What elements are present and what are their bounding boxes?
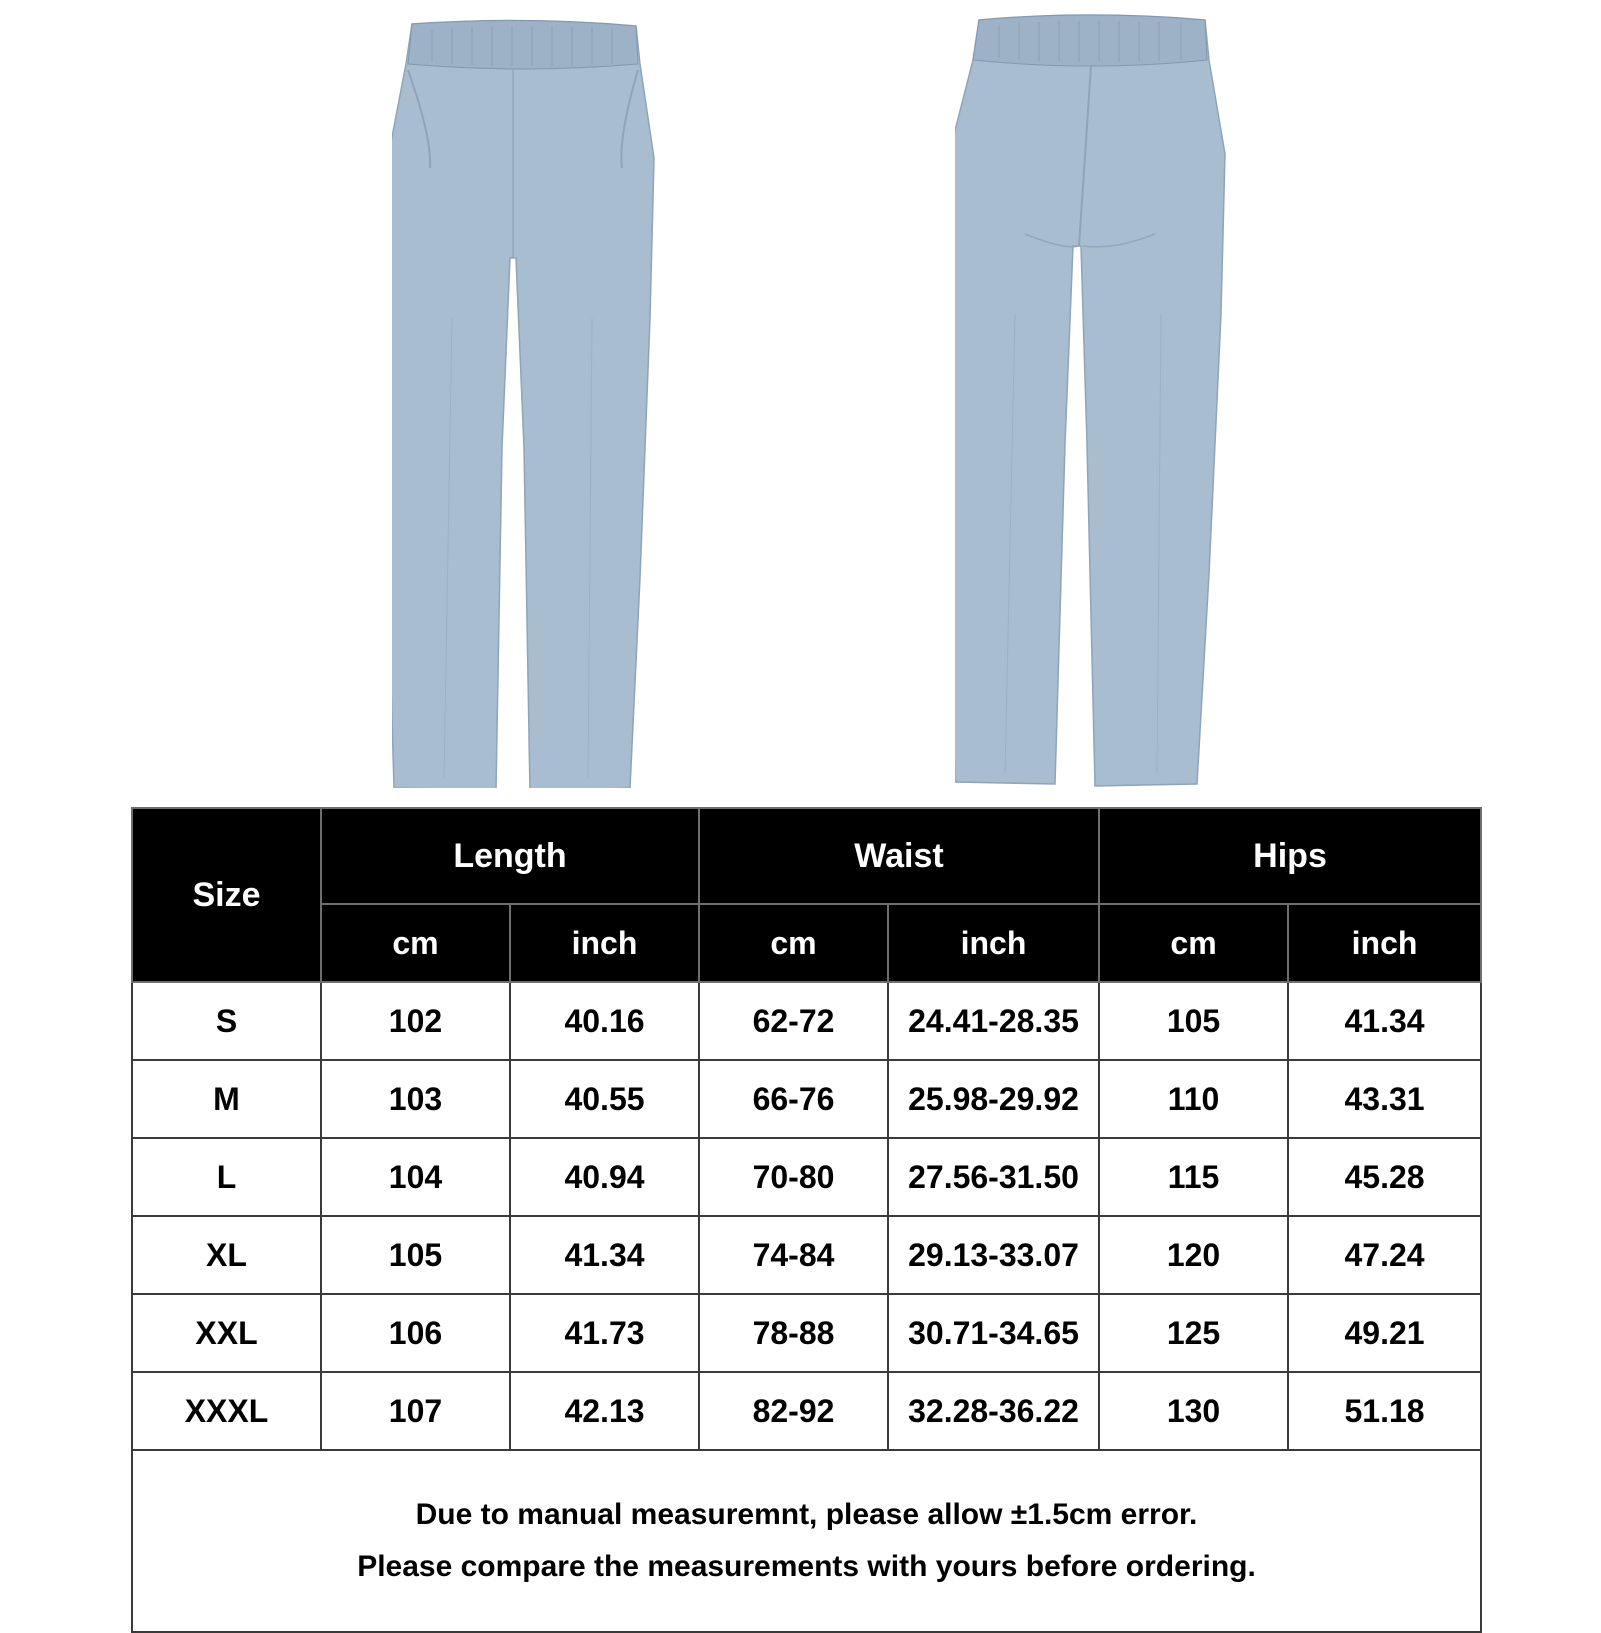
waist-inch-cell: 32.28-36.22 bbox=[888, 1372, 1099, 1450]
note-line-compare: Please compare the measurements with yours before ordering. bbox=[357, 1550, 1256, 1583]
product-photos bbox=[0, 0, 1601, 800]
size-cell: L bbox=[132, 1138, 321, 1216]
pants-back-view bbox=[955, 14, 1227, 790]
length-cm-cell: 103 bbox=[321, 1060, 510, 1138]
hips-cm-header: cm bbox=[1099, 904, 1288, 982]
table-row bbox=[132, 1372, 1481, 1450]
length-cm-header: cm bbox=[321, 904, 510, 982]
waist-inch-cell: 27.56-31.50 bbox=[888, 1138, 1099, 1216]
table-row bbox=[132, 1060, 1481, 1138]
length-cm-cell: 105 bbox=[321, 1216, 510, 1294]
length-inch-cell: 40.94 bbox=[510, 1138, 699, 1216]
length-cm-cell: 102 bbox=[321, 982, 510, 1060]
hips-cm-cell: 130 bbox=[1099, 1372, 1288, 1450]
length-inch-header: inch bbox=[510, 904, 699, 982]
hips-cm-cell: 120 bbox=[1099, 1216, 1288, 1294]
table-row bbox=[132, 1138, 1481, 1216]
length-inch-cell: 41.34 bbox=[510, 1216, 699, 1294]
waist-cm-cell: 74-84 bbox=[699, 1216, 888, 1294]
waist-cm-cell: 66-76 bbox=[699, 1060, 888, 1138]
waist-inch-cell: 24.41-28.35 bbox=[888, 982, 1099, 1060]
length-group-header: Length bbox=[321, 808, 699, 904]
waist-inch-cell: 30.71-34.65 bbox=[888, 1294, 1099, 1372]
note-line-error: Due to manual measuremnt, please allow ±1.5cm error. bbox=[415, 1498, 1198, 1531]
length-inch-cell: 42.13 bbox=[510, 1372, 699, 1450]
length-cm-cell: 106 bbox=[321, 1294, 510, 1372]
length-cm-cell: 104 bbox=[321, 1138, 510, 1216]
length-inch-cell: 41.73 bbox=[510, 1294, 699, 1372]
hips-inch-cell: 45.28 bbox=[1288, 1138, 1481, 1216]
hips-inch-cell: 51.18 bbox=[1288, 1372, 1481, 1450]
table-row bbox=[132, 1294, 1481, 1372]
waist-inch-header: inch bbox=[888, 904, 1099, 982]
waist-cm-cell: 70-80 bbox=[699, 1138, 888, 1216]
waist-inch-cell: 25.98-29.92 bbox=[888, 1060, 1099, 1138]
hips-group-header: Hips bbox=[1099, 808, 1481, 904]
hips-inch-cell: 47.24 bbox=[1288, 1216, 1481, 1294]
waist-cm-cell: 62-72 bbox=[699, 982, 888, 1060]
size-chart-table bbox=[131, 807, 1482, 1633]
waist-cm-header: cm bbox=[699, 904, 888, 982]
hips-inch-cell: 49.21 bbox=[1288, 1294, 1481, 1372]
hips-inch-cell: 43.31 bbox=[1288, 1060, 1481, 1138]
size-cell: XL bbox=[132, 1216, 321, 1294]
table-row bbox=[132, 982, 1481, 1060]
waist-cm-cell: 82-92 bbox=[699, 1372, 888, 1450]
hips-cm-cell: 125 bbox=[1099, 1294, 1288, 1372]
hips-cm-cell: 105 bbox=[1099, 982, 1288, 1060]
length-cm-cell: 107 bbox=[321, 1372, 510, 1450]
size-cell: S bbox=[132, 982, 321, 1060]
table-row bbox=[132, 1216, 1481, 1294]
length-inch-cell: 40.55 bbox=[510, 1060, 699, 1138]
hips-inch-cell: 41.34 bbox=[1288, 982, 1481, 1060]
measurement-note bbox=[132, 1450, 1481, 1632]
size-cell: XXXL bbox=[132, 1372, 321, 1450]
hips-cm-cell: 110 bbox=[1099, 1060, 1288, 1138]
hips-inch-header: inch bbox=[1288, 904, 1481, 982]
size-cell: XXL bbox=[132, 1294, 321, 1372]
length-inch-cell: 40.16 bbox=[510, 982, 699, 1060]
pants-front-view bbox=[392, 18, 658, 788]
size-column-header: Size bbox=[132, 808, 321, 982]
size-cell: M bbox=[132, 1060, 321, 1138]
note-row bbox=[132, 1450, 1481, 1632]
waist-group-header: Waist bbox=[699, 808, 1099, 904]
hips-cm-cell: 115 bbox=[1099, 1138, 1288, 1216]
waist-cm-cell: 78-88 bbox=[699, 1294, 888, 1372]
waist-inch-cell: 29.13-33.07 bbox=[888, 1216, 1099, 1294]
